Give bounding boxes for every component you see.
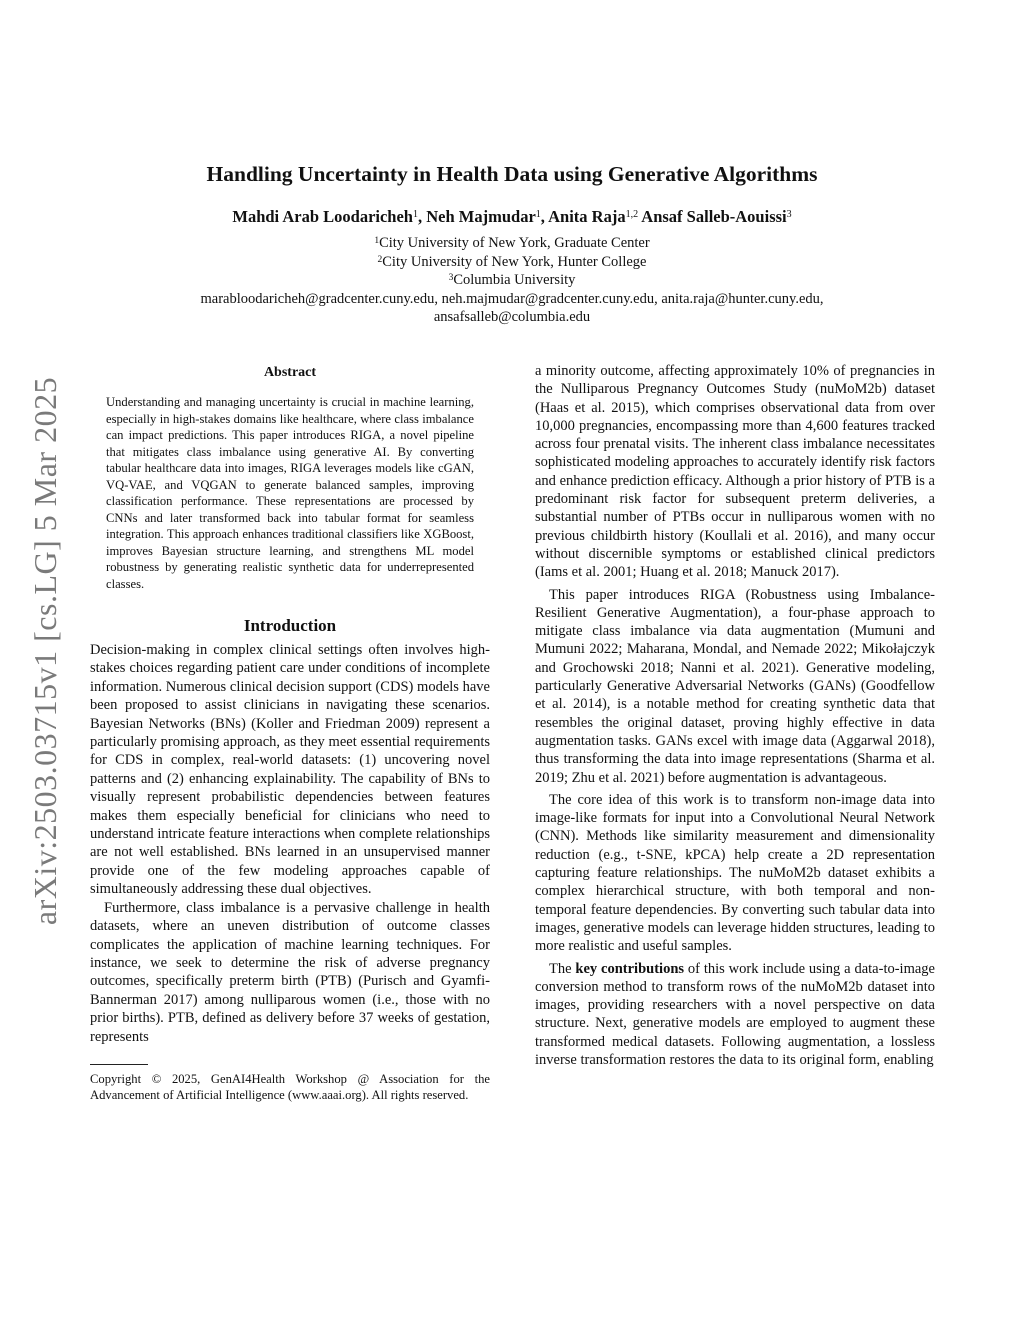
affiliation-text: City University of New York, Hunter College: [382, 253, 647, 270]
affiliation-line: [0, 253, 1024, 272]
abstract-heading: Abstract: [263, 365, 317, 380]
author-name: Neh Majmudar: [426, 207, 536, 226]
affiliation-block: [0, 234, 1024, 327]
affil-mark: 1: [374, 236, 380, 246]
affiliation-text: City University of New York, Graduate Center: [379, 235, 650, 251]
affiliation-text: Columbia University: [453, 272, 576, 289]
intro-paragraph-3: This paper introduces RIGA (Robustness using Imbalance-Resilient Generative Augmentation), a four-phase approach to mitigate class imbalance via data augmentation (Mumuni and Mumuni 2022; Maharana, Mondal, and Nemade 2022; Mikołajczyk and Grochowski 2018; Nanni et al. 2021). Generative modeling, particularly Generative Adversarial Networks (GANs) (Goodfellow et al. 2014), is a notable method for creating synthetic data that resembles the original dataset, proving highly effective in data augmentation tasks. GANs excel with image data (Aggarwal 2018), thus transforming the data into image representations (Sharma et al. 2019; Zhu et al. 2021) before augmentation is advantageous.: [535, 586, 935, 786]
intro-paragraph-2-continued: a minority outcome, affecting approximately 10% of pregnancies in the Nulliparous Pregnancy Outcomes Study (nuMoM2b) dataset (Haas et al. 2015), which comprises observational data from over 10,000 pregnancies, encompassing more than 4,600 features tracked across four prenatal visits. The inherent class imbalance necessitates sophisticated modeling approaches to accurately identify risk factors and enhance prediction efficacy. Although a prior history of PTB is a predominant risk factor for subsequent preterm deliveries, a substantial number of PTBs occur in nulliparous women with no previous childbirth history (Koullali et al. 2016), and many occur without discernible symptoms or established clinical predictors (Iams et al. 2001; Huang et al. 2018; Manuck 2017).: [535, 363, 935, 581]
intro-paragraph-1: Decision-making in complex clinical settings often involves high-stakes choices regarding patient care under conditions of incomplete information. Numerous clinical decision support (CDS) models have been proposed to assist clinicians in navigating these scenarios. Bayesian Networks (BNs) (Koller and Friedman 2009) represent a particularly promising approach, as they meet essential requirements for CDS in complex, real-world datasets: (1) uncovering novel patterns and (2) enhancing explainability. The capability of BNs to visually represent probabilistic dependencies between features makes them especially beneficial for clinicians who need to understand intricate feature interactions when complete relationships are not well established. BNs learned in an unsupervised manner provide one of the few modeling approaches capable of simultaneously addressing these dual objectives.: [90, 642, 490, 898]
right-column: [535, 362, 935, 1073]
author-separator: ,: [540, 207, 549, 226]
author-list: [0, 206, 1024, 228]
arxiv-stamp: arXiv:2503.03715v1 [cs.LG] 5 Mar 2025: [27, 376, 63, 926]
affiliation-line: [0, 271, 1024, 290]
copyright-footnote: Copyright © 2025, GenAI4Health Workshop @ Association for the Advancement of Artificial Intelligence (www.aaai.org). All rights reserved.: [90, 1071, 490, 1102]
left-column: [90, 364, 490, 1103]
contrib-text: of this work include using a data-to-image conversion method to transform rows of the nuMoM2b dataset into images, providing researchers with a novel perspective on data structure. Next, generative models are employed to augment these transformed medical datasets. Following augmentation, a lossless inverse transformation restores the data to its original form, enabling: [535, 960, 935, 1068]
email-line: marabloodaricheh@gradcenter.cuny.edu, neh.majmudar@gradcenter.cuny.edu, anita.raja@hunter.cuny.edu,: [200, 290, 824, 307]
author-affil-mark: 3: [786, 209, 792, 220]
email-line: ansafsalleb@columbia.edu: [433, 309, 591, 326]
contrib-lead: The: [549, 960, 576, 977]
author-name: Anita Raja: [548, 207, 626, 226]
author-affil-mark: 1: [412, 209, 418, 220]
intro-paragraph-2: Furthermore, class imbalance is a pervasive challenge in health datasets, where an uneven distribution of outcome classes complicates the application of machine learning techniques. For instance, we seek to determine the risk of adverse pregnancy outcomes, specifically preterm birth (PTB) (Purisch and Gyamfi-Bannerman 2017) among nulliparous women (i.e., those with no prior births). PTB, defined as delivery before 37 weeks of gestation, represents: [90, 899, 490, 1045]
intro-paragraph-5: [535, 960, 935, 1070]
abstract-text: Understanding and managing uncertainty is crucial in machine learning, especially in high-stakes domains like healthcare, where class imbalance can impact predictions. This paper introduces RIGA, a novel pipeline that mitigates class imbalance using generative AI. By converting tabular healthcare data into images, RIGA leverages models like cGAN, VQ-VAE, and VQGAN to generate balanced samples, improving classification performance. These representations are processed by CNNs and later transformed back into tabular format for seamless integration. This approach enhances traditional classifiers like XGBoost, improves Bayesian structure learning, and strengthens ML model robustness by generating realistic synthetic data for underrepresented classes.: [106, 395, 474, 591]
footnote-divider: [90, 1064, 148, 1065]
paper-title: Handling Uncertainty in Health Data using Generative Algorithms: [206, 162, 818, 186]
affil-mark: 2: [377, 254, 383, 265]
key-contributions-emphasis: key contributions: [575, 960, 685, 977]
author-separator: ,: [417, 207, 427, 226]
intro-paragraph-4: The core idea of this work is to transform non-image data into image-like formats for input into a Convolutional Neural Network (CNN). Methods like similarity measurement and dimensionality reduction (e.g., t-SNE, kPCA) help create a 2D representation capturing feature relationships. The nuMoM2b dataset exhibits a complex hierarchical structure, with both temporal and non-temporal feature dependencies. By converting such tabular data into images, generative models can leverage hidden structures, leading to more realistic and useful samples.: [535, 791, 935, 955]
affiliation-line: [0, 234, 1024, 253]
author-affil-mark: 1: [535, 209, 541, 220]
introduction-heading: Introduction: [243, 616, 337, 635]
affil-mark: 3: [448, 273, 454, 284]
author-name: Ansaf Salleb-Aouissi: [641, 207, 787, 226]
author-affil-mark: 1,2: [625, 209, 639, 220]
author-name: Mahdi Arab Loodaricheh: [232, 207, 413, 226]
